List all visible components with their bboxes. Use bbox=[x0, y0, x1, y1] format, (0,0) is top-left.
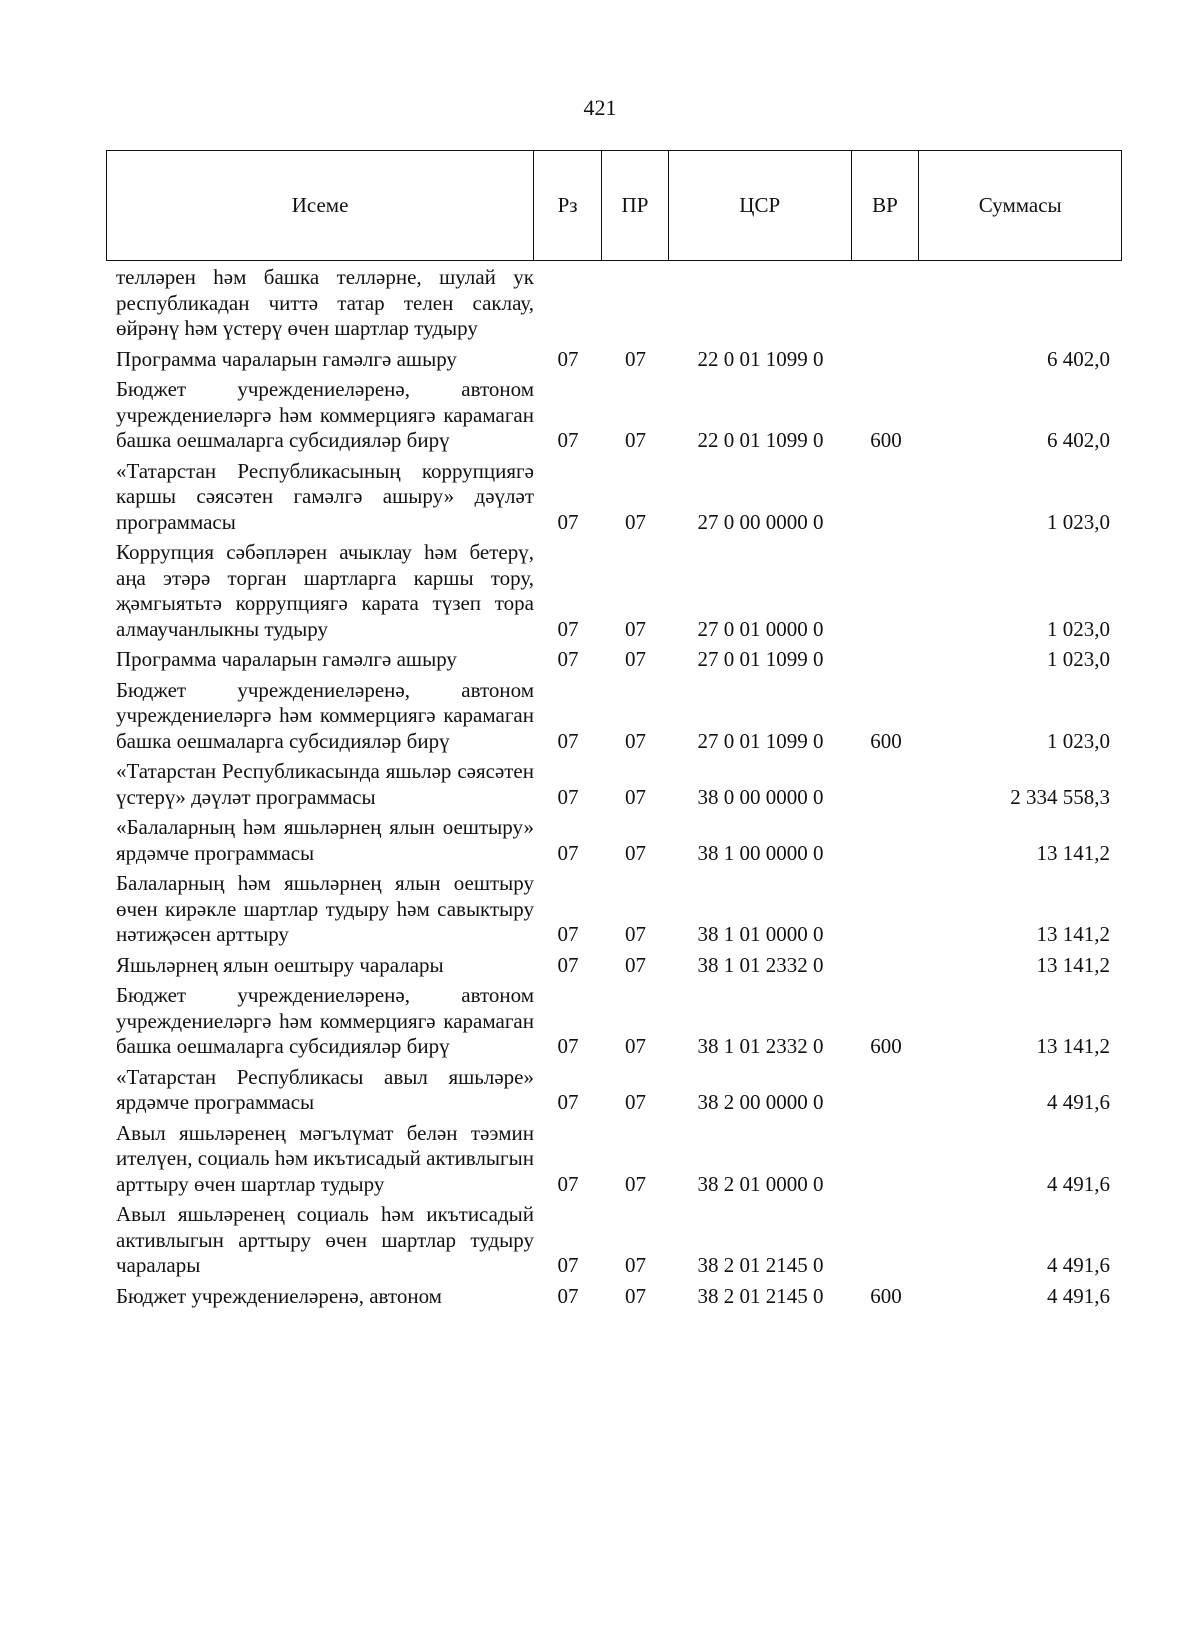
row-rz: 07 bbox=[557, 1283, 579, 1308]
header-sum: Суммасы bbox=[978, 193, 1062, 217]
row-pr: 07 bbox=[625, 428, 646, 452]
row-pr: 07 bbox=[625, 1253, 646, 1277]
row-sum: 1 023,0 bbox=[1047, 728, 1110, 753]
header-pr: ПР bbox=[602, 151, 669, 260]
row-vr: 600 bbox=[870, 1034, 902, 1058]
row-csr: 38 2 01 2145 0 bbox=[697, 1253, 824, 1277]
row-name: Балаларның һәм яшьләрнең ялын оештыру өчен кирәкле шартлар тудыру һәм савыктыру нәтиҗәсен арттыру bbox=[116, 871, 534, 946]
row-pr: 07 bbox=[625, 728, 646, 753]
row-sum: 4 491,6 bbox=[1047, 1283, 1110, 1308]
row-name: Авыл яшьләренең социаль һәм икътисадый активлыгын арттыру өчен шартлар тудыру чаралары bbox=[116, 1202, 534, 1277]
row-rz: 07 bbox=[557, 1171, 579, 1196]
table-row bbox=[106, 377, 1122, 454]
table-row bbox=[106, 647, 1122, 673]
header-vr: ВР bbox=[852, 151, 920, 260]
row-rz: 07 bbox=[557, 784, 579, 809]
row-pr: 07 bbox=[625, 346, 646, 371]
row-name: «Татарстан Республикасының коррупциягә каршы сәясәтен гамәлгә ашыру» дәүләт программасы bbox=[116, 458, 534, 534]
row-pr: 07 bbox=[625, 509, 646, 534]
row-name: Авыл яшьләренең мәгълүмат белән тәэмин ителүен, социаль һәм икътисадый активлыгын арттыру өчен шартлар тудыру bbox=[116, 1120, 534, 1196]
row-rz: 07 bbox=[557, 922, 579, 946]
row-rz: 07 bbox=[557, 1034, 579, 1058]
table-row bbox=[106, 459, 1122, 536]
header-name: Исеме bbox=[107, 151, 534, 260]
row-name: телләрен һәм башка телләрне, шулай ук республикадан читтә татар телен саклау, өйрәнү һәм үстерү өчен шартлар тудыру bbox=[116, 265, 534, 340]
row-rz: 07 bbox=[557, 509, 579, 534]
table-row bbox=[106, 1065, 1122, 1116]
table-row bbox=[106, 1202, 1122, 1279]
row-sum: 13 141,2 bbox=[1036, 952, 1110, 977]
row-rz: 07 bbox=[557, 728, 579, 753]
row-name: Бюджет учреждениеләренә, автоном учреждениеләргә һәм коммерциягә карамаган башка оешмаларга субсидияләр бирү bbox=[116, 377, 534, 452]
header-rz: Рз bbox=[534, 151, 602, 260]
row-csr: 38 2 01 0000 0 bbox=[697, 1171, 824, 1196]
row-sum: 13 141,2 bbox=[1036, 840, 1110, 865]
row-vr: 600 bbox=[870, 728, 902, 753]
row-name: Бюджет учреждениеләренә, автоном учреждениеләргә һәм коммерциягә карамаган башка оешмаларга субсидияләр бирү bbox=[116, 677, 534, 753]
row-csr: 27 0 01 1099 0 bbox=[697, 728, 824, 753]
page-number: 421 bbox=[583, 95, 617, 120]
row-pr: 07 bbox=[625, 784, 646, 809]
table-row bbox=[106, 265, 1122, 342]
row-name: «Балаларның һәм яшьләрнең ялын оештыру» ярдәмче программасы bbox=[116, 815, 534, 865]
row-name: Бюджет учреждениеләренә, автоном bbox=[116, 1283, 442, 1308]
row-vr: 600 bbox=[870, 1283, 902, 1308]
table-row bbox=[106, 1121, 1122, 1198]
table-row bbox=[106, 1284, 1122, 1310]
row-rz: 07 bbox=[557, 428, 579, 452]
row-csr: 38 0 00 0000 0 bbox=[697, 784, 824, 809]
table-header bbox=[106, 150, 1122, 261]
table-row bbox=[106, 871, 1122, 948]
row-csr: 38 2 01 2145 0 bbox=[697, 1283, 824, 1308]
row-rz: 07 bbox=[557, 346, 579, 371]
table-row bbox=[106, 953, 1122, 979]
row-rz: 07 bbox=[557, 952, 579, 977]
row-rz: 07 bbox=[557, 1253, 579, 1277]
header-csr: ЦСР bbox=[669, 151, 852, 260]
table-row bbox=[106, 678, 1122, 755]
row-csr: 38 1 01 2332 0 bbox=[697, 1034, 824, 1058]
row-pr: 07 bbox=[625, 1090, 646, 1114]
row-csr: 22 0 01 1099 0 bbox=[697, 346, 824, 371]
row-pr: 07 bbox=[625, 1171, 646, 1196]
row-csr: 38 1 00 0000 0 bbox=[697, 840, 824, 865]
row-pr: 07 bbox=[625, 952, 646, 977]
row-csr: 27 0 01 0000 0 bbox=[697, 616, 824, 641]
row-sum: 1 023,0 bbox=[1047, 647, 1110, 671]
table-row bbox=[106, 347, 1122, 373]
row-csr: 38 2 00 0000 0 bbox=[697, 1090, 824, 1114]
row-sum: 13 141,2 bbox=[1036, 922, 1110, 946]
row-rz: 07 bbox=[557, 840, 579, 865]
row-csr: 22 0 01 1099 0 bbox=[697, 428, 824, 452]
row-rz: 07 bbox=[557, 1090, 579, 1114]
row-rz: 07 bbox=[557, 616, 579, 641]
row-name: Яшьләрнең ялын оештыру чаралары bbox=[116, 952, 444, 977]
row-sum: 4 491,6 bbox=[1047, 1090, 1110, 1114]
row-csr: 27 0 00 0000 0 bbox=[697, 509, 824, 534]
row-csr: 38 1 01 0000 0 bbox=[697, 922, 824, 946]
row-name: Коррупция сәбәпләрен ачыклау һәм бетерү, аңа этәрә торган шартларга каршы тору, җәмгыятьтә коррупциягә карата түзеп тора алмаучанлыкны тудыру bbox=[116, 540, 534, 641]
row-rz: 07 bbox=[557, 647, 579, 671]
row-sum: 4 491,6 bbox=[1047, 1171, 1110, 1196]
row-sum: 6 402,0 bbox=[1047, 346, 1110, 371]
row-sum: 2 334 558,3 bbox=[1010, 784, 1110, 809]
row-name: Программа чараларын гамәлгә ашыру bbox=[116, 647, 457, 671]
row-pr: 07 bbox=[625, 1283, 646, 1308]
row-name: «Татарстан Республикасы авыл яшьләре» ярдәмче программасы bbox=[116, 1064, 534, 1114]
row-sum: 6 402,0 bbox=[1047, 428, 1110, 452]
row-pr: 07 bbox=[625, 647, 646, 671]
row-sum: 1 023,0 bbox=[1047, 616, 1110, 641]
row-sum: 13 141,2 bbox=[1036, 1034, 1110, 1058]
row-pr: 07 bbox=[625, 1034, 646, 1058]
row-vr: 600 bbox=[870, 428, 902, 452]
row-pr: 07 bbox=[625, 922, 646, 946]
row-pr: 07 bbox=[625, 840, 646, 865]
row-name: «Татарстан Республикасында яшьләр сәясәтен үстерү» дәүләт программасы bbox=[116, 759, 534, 809]
table-body bbox=[106, 265, 1122, 1314]
table-row bbox=[106, 983, 1122, 1060]
row-sum: 1 023,0 bbox=[1047, 509, 1110, 534]
row-csr: 38 1 01 2332 0 bbox=[697, 952, 824, 977]
table-row bbox=[106, 759, 1122, 810]
row-csr: 27 0 01 1099 0 bbox=[697, 647, 824, 671]
row-name: Бюджет учреждениеләренә, автоном учреждениеләргә һәм коммерциягә карамаган башка оешмаларга субсидияләр бирү bbox=[116, 983, 534, 1058]
table-row bbox=[106, 540, 1122, 642]
table-row bbox=[106, 815, 1122, 866]
row-name: Программа чараларын гамәлгә ашыру bbox=[116, 346, 457, 371]
row-sum: 4 491,6 bbox=[1047, 1253, 1110, 1277]
row-pr: 07 bbox=[625, 616, 646, 641]
